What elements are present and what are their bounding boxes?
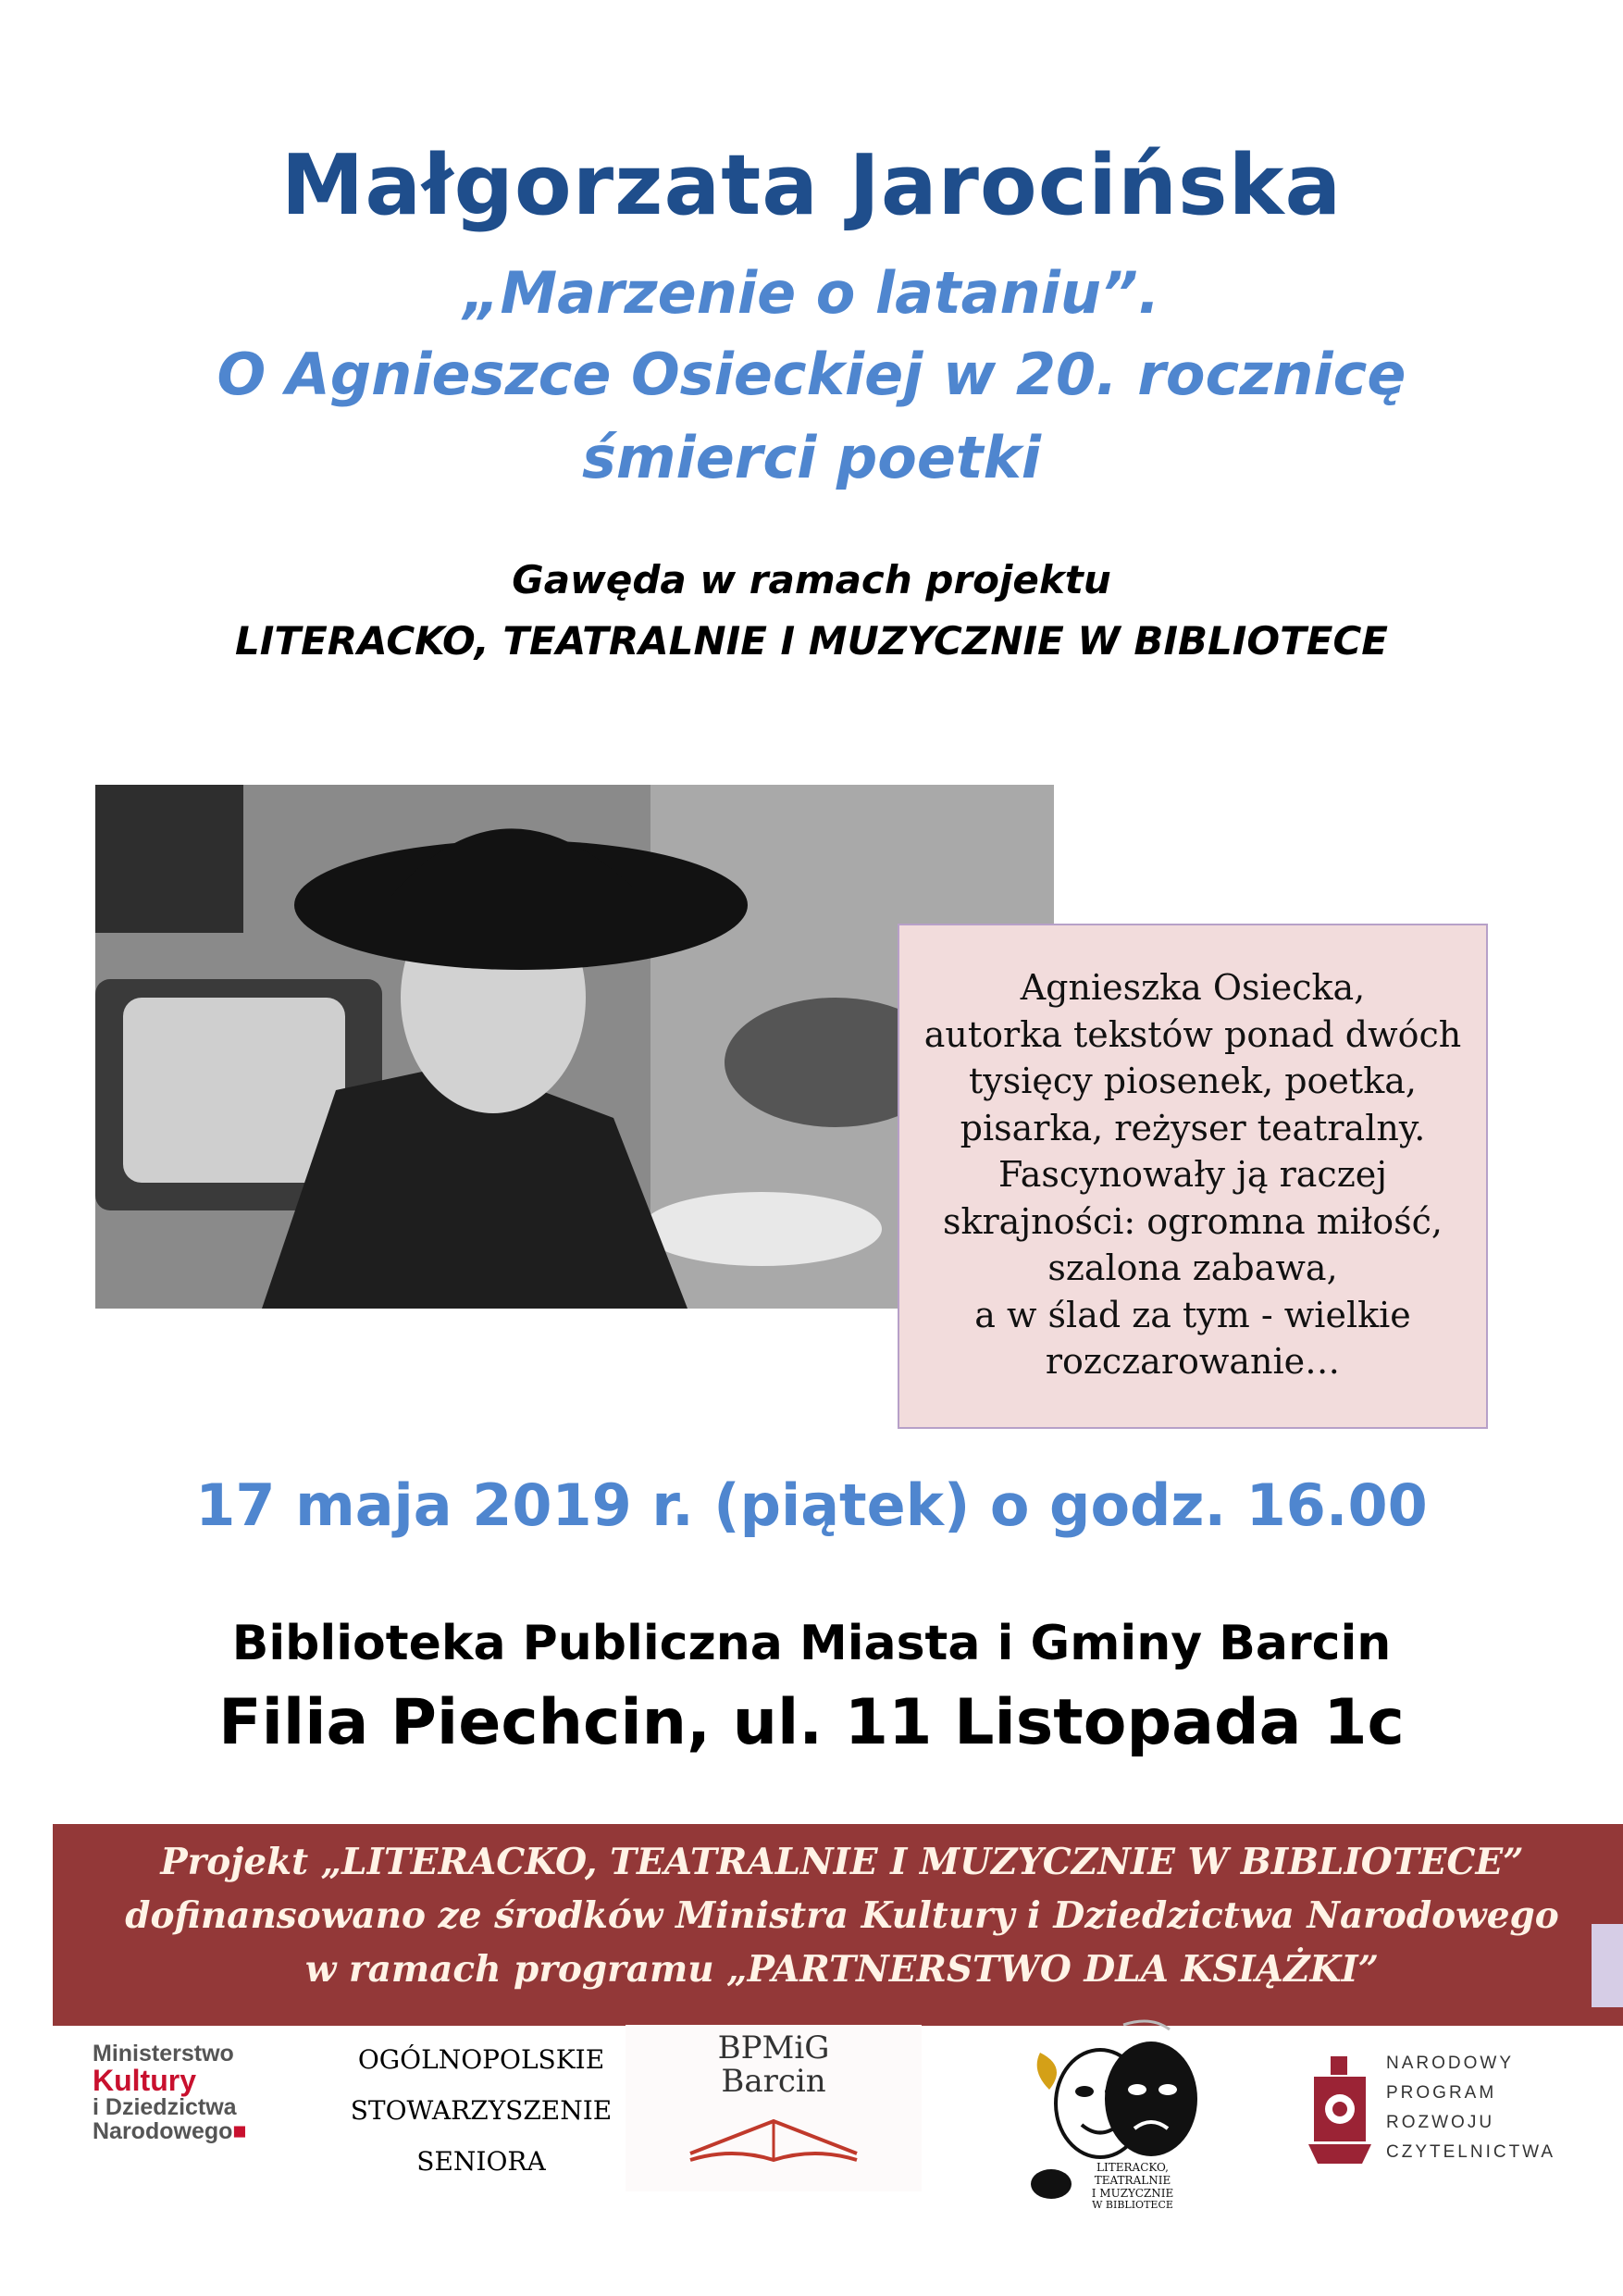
event-date: 17 maja 2019 r. (piątek) o godz. 16.00 [195, 1471, 1428, 1539]
logo-dot-icon: ■ [232, 2118, 247, 2144]
venue-name: Biblioteka Publiczna Miasta i Gminy Barcin [231, 1616, 1392, 1671]
funding-line: dofinansowano ze środków Ministra Kultury i Dziedzictwa Narodowego [125, 1894, 1559, 1937]
svg-text:I MUZYCZNIE: I MUZYCZNIE [1091, 2187, 1174, 2200]
library-logo: BPMiG Barcin [626, 2025, 922, 2191]
venue-address: Filia Piechcin, ul. 11 Listopada 1c [218, 1686, 1405, 1759]
quote-line: autorka tekstów ponad dwóch [923, 1013, 1462, 1055]
quote-line: szalona zabawa, [1047, 1247, 1338, 1288]
open-book-icon [686, 2103, 861, 2167]
quote-box [898, 924, 1488, 1429]
page-corner [1592, 1924, 1623, 2007]
quote-line: skrajności: ogromna miłość, [942, 1200, 1443, 1242]
event-title-line-3: śmierci poetki [581, 424, 1042, 491]
reading-program-logo: NARODOWY PROGRAM ROZWOJU CZYTELNICTWA [1305, 2049, 1545, 2169]
svg-text:W BIBLIOTECE: W BIBLIOTECE [1092, 2199, 1173, 2210]
event-title-line-2: O Agnieszce Osieckiej w 20. rocznicę [217, 341, 1406, 408]
quote-line: pisarka, reżyser teatralny. [960, 1107, 1426, 1148]
quote-line: Fascynowały ją raczej [997, 1154, 1387, 1195]
svg-text:LITERACKO,: LITERACKO, [1096, 2161, 1169, 2174]
svg-text:TEATRALNIE: TEATRALNIE [1094, 2174, 1171, 2187]
theatre-masks-icon [1012, 2016, 1244, 2210]
quote-line: rozczarowanie… [1045, 1341, 1341, 1382]
quote-line: Agnieszka Osiecka, [1020, 967, 1366, 1008]
quote-line: a w ślad za tym - wielkie [974, 1294, 1411, 1335]
funding-line: Projekt „LITERACKO, TEATRALNIE I MUZYCZNIE W BIBLIOTECE” [160, 1841, 1524, 1883]
locomotive-icon [1305, 2056, 1379, 2164]
event-title-line-1: „Marzenie o lataniu”. [463, 259, 1160, 327]
funding-banner [53, 1824, 1623, 2026]
project-name: LITERACKO, TEATRALNIE I MUZYCZNIE W BIBLIOTECE [235, 618, 1388, 664]
project-logo [1012, 2016, 1244, 2210]
ministry-logo: Ministerstwo Kultury i Dziedzictwa Narodowego■ [93, 2041, 247, 2144]
project-intro: Gawęda w ramach projektu [512, 557, 1111, 602]
funding-line: w ramach programu „PARTNERSTWO DLA KSIĄŻKI” [304, 1948, 1380, 1991]
quote-line: tysięcy piosenek, poetka, [969, 1061, 1417, 1101]
seniors-association-logo: OGÓLNOPOLSKIE STOWARZYSZENIE SENIORA [350, 2044, 613, 2177]
author-name: Małgorzata Jarocińska [280, 137, 1343, 234]
